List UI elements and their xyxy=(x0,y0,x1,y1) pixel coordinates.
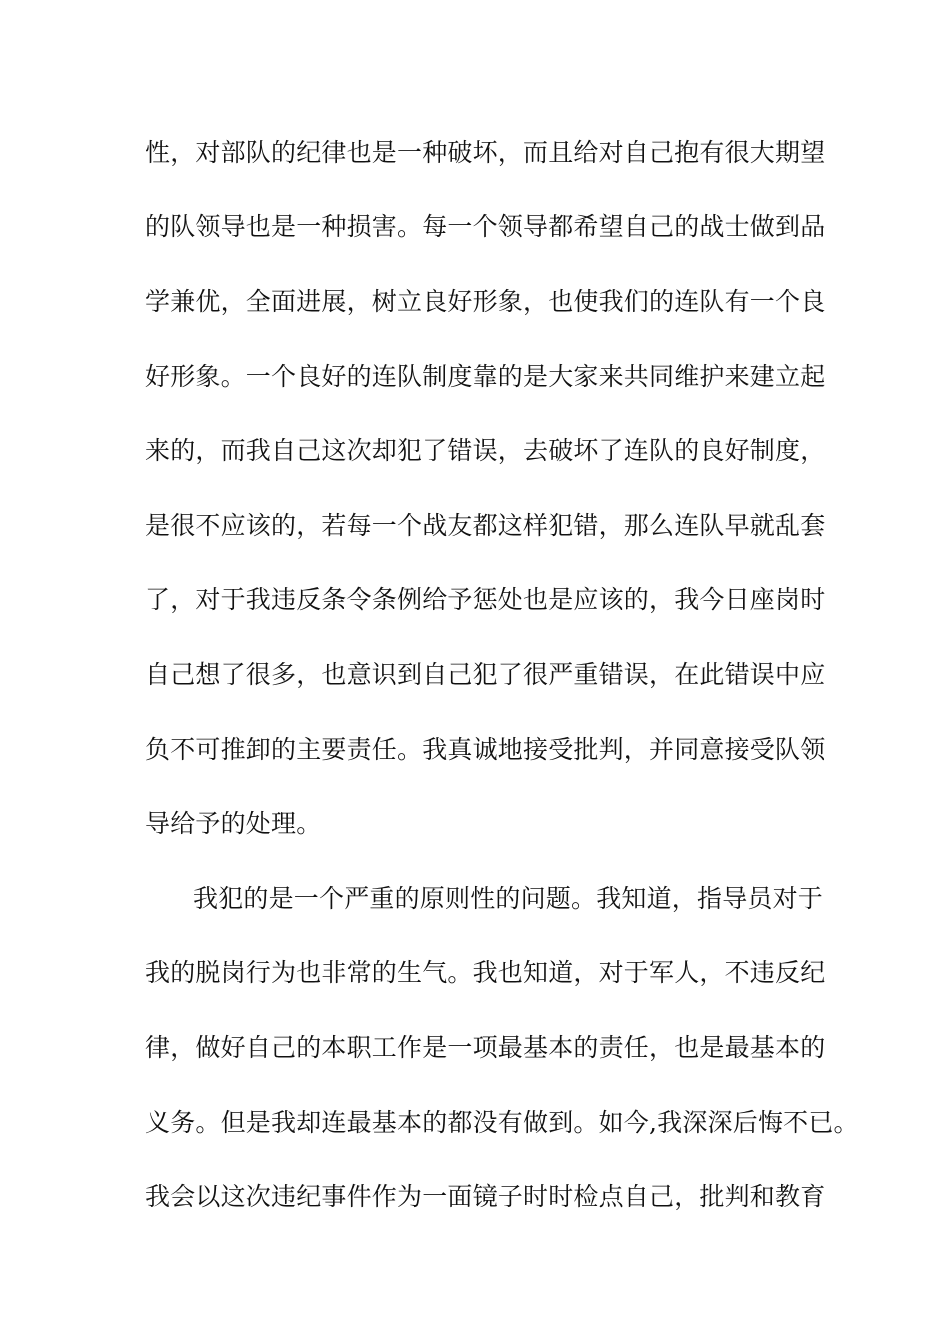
text-line: 了，对于我违反条令条例给予惩处也是应该的，我今日座岗时 xyxy=(145,585,826,614)
text-line: 是很不应该的，若每一个战友都这样犯错，那么连队早就乱套 xyxy=(145,511,826,540)
text-line: 性，对部队的纪律也是一种破坏，而且给对自己抱有很大期望 xyxy=(145,138,826,167)
text-line: 负不可推卸的主要责任。我真诚地接受批判，并同意接受队领 xyxy=(145,735,826,764)
text-line: 来的，而我自己这次却犯了错误，去破坏了连队的良好制度， xyxy=(145,436,826,465)
text-line: 自己想了很多，也意识到自己犯了很严重错误，在此错误中应 xyxy=(145,660,826,689)
text-line: 好形象。一个良好的连队制度靠的是大家来共同维护来建立起 xyxy=(145,362,826,391)
text-line: 导给予的处理。 xyxy=(145,809,322,838)
text-line: 义务。但是我却连最基本的都没有做到。如今,我深深后悔不已。 xyxy=(145,1108,859,1137)
text-line: 的队领导也是一种损害。每一个领导都希望自己的战士做到品 xyxy=(145,212,826,241)
paragraph-first-line: 我犯的是一个严重的原则性的问题。我知道，指导员对于 xyxy=(193,884,824,913)
text-line: 我会以这次违纪事件作为一面镜子时时检点自己，批判和教育 xyxy=(145,1182,826,1211)
text-line: 学兼优，全面进展，树立良好形象，也使我们的连队有一个良 xyxy=(145,287,826,316)
text-line: 我的脱岗行为也非常的生气。我也知道，对于军人，不违反纪 xyxy=(145,958,826,987)
text-line: 律，做好自己的本职工作是一项最基本的责任，也是最基本的 xyxy=(145,1033,826,1062)
